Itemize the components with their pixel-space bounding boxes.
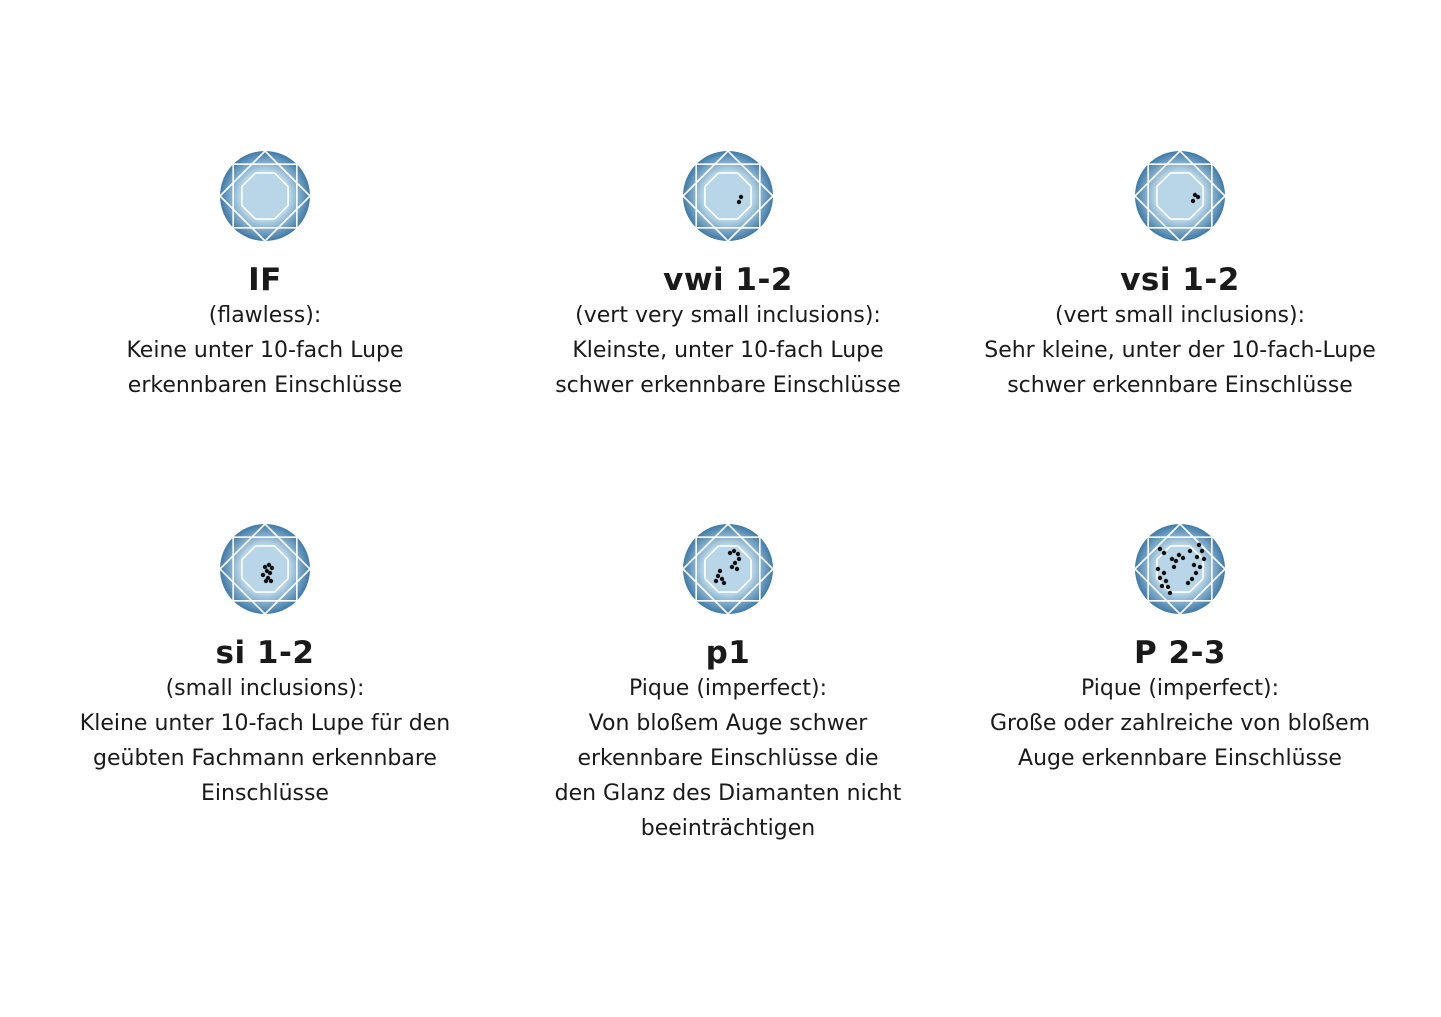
grade-subtitle: (vert very small inclusions):	[575, 303, 881, 328]
grade-description-line: den Glanz des Diamanten nicht	[554, 781, 902, 806]
inclusion-dot	[718, 569, 722, 573]
grade-description-line: Keine unter 10-fach Lupe	[126, 338, 404, 363]
grade-description-line: Große oder zahlreiche von bloßem	[989, 711, 1371, 736]
diamond-icon	[219, 150, 311, 242]
inclusion-dot	[732, 549, 736, 553]
clarity-grade-card	[35, 150, 495, 403]
inclusion-dot	[1156, 567, 1160, 571]
diamond-icon	[1134, 523, 1226, 615]
inclusion-dot	[1177, 553, 1181, 557]
diamond-icon	[682, 523, 774, 615]
diamond-icon	[1134, 150, 1226, 242]
inclusion-dot	[1192, 563, 1196, 567]
grade-subtitle: (flawless):	[208, 303, 322, 328]
inclusion-dot	[716, 574, 720, 578]
grade-subtitle: Pique (imperfect):	[629, 676, 827, 701]
inclusion-dot	[1194, 571, 1198, 575]
grade-description-line: erkennbare Einschlüsse die	[577, 746, 879, 771]
grade-description-line: Einschlüsse	[201, 781, 329, 806]
grade-description-line: beeinträchtigen	[640, 816, 816, 841]
inclusion-dot	[264, 579, 268, 583]
inclusion-dot	[737, 200, 741, 204]
inclusion-dot	[722, 581, 726, 585]
grade-description-line: schwer erkennbare Einschlüsse	[1007, 373, 1353, 398]
clarity-grade-card	[950, 150, 1410, 403]
inclusion-dot	[270, 566, 274, 570]
grade-subtitle: Pique (imperfect):	[1081, 676, 1279, 701]
inclusion-dot	[1172, 565, 1176, 569]
inclusion-dot	[714, 579, 718, 583]
grade-description-line: geübten Fachmann erkennbare	[93, 746, 437, 771]
inclusion-dot	[269, 579, 273, 583]
inclusion-dot	[1158, 547, 1162, 551]
inclusion-dot	[1162, 571, 1166, 575]
inclusion-dot	[1174, 559, 1178, 563]
inclusion-dot	[263, 565, 267, 569]
clarity-grade-card	[950, 523, 1410, 776]
inclusion-dot	[728, 551, 732, 555]
inclusion-dot	[1164, 579, 1168, 583]
diamond-icon	[219, 523, 311, 615]
grade-description-line: Von bloßem Auge schwer	[588, 711, 868, 736]
inclusion-dot	[1200, 549, 1204, 553]
grade-subtitle: (small inclusions):	[165, 676, 365, 701]
inclusion-dot	[733, 561, 737, 565]
inclusion-dot	[1195, 555, 1199, 559]
grade-description-line: Sehr kleine, unter der 10-fach-Lupe	[984, 338, 1376, 363]
grade-title: P 2-3	[1133, 635, 1227, 671]
inclusion-dot	[739, 195, 743, 199]
grade-description-line: schwer erkennbare Einschlüsse	[555, 373, 901, 398]
clarity-grade-card	[498, 523, 958, 846]
inclusion-dot	[261, 573, 265, 577]
inclusion-dot	[720, 577, 724, 581]
inclusion-dot	[1202, 557, 1206, 561]
inclusion-dot	[1190, 577, 1194, 581]
inclusion-dot	[736, 552, 740, 556]
inclusion-dot	[1186, 581, 1190, 585]
grade-description-line: Kleine unter 10-fach Lupe für den	[79, 711, 451, 736]
grade-title: p1	[705, 635, 751, 671]
inclusion-dot	[1188, 549, 1192, 553]
inclusion-dot	[737, 557, 741, 561]
inclusion-dot	[730, 565, 734, 569]
clarity-grade-card	[498, 150, 958, 403]
inclusion-dot	[1170, 557, 1174, 561]
inclusion-dot	[1197, 543, 1201, 547]
diamond-icon	[682, 150, 774, 242]
inclusion-dot	[1162, 551, 1166, 555]
inclusion-dot	[268, 571, 272, 575]
inclusion-dot	[1181, 556, 1185, 560]
grade-title: vsi 1-2	[1120, 262, 1240, 298]
grade-title: si 1-2	[215, 635, 315, 671]
inclusion-dot	[1198, 565, 1202, 569]
inclusion-dot	[1191, 199, 1195, 203]
inclusion-dot	[1166, 585, 1170, 589]
inclusion-dot	[1158, 576, 1162, 580]
grade-description-line: Kleinste, unter 10-fach Lupe	[572, 338, 884, 363]
inclusion-dot	[1168, 591, 1172, 595]
grade-title: vwi 1-2	[663, 262, 793, 298]
inclusion-dot	[735, 567, 739, 571]
clarity-grade-card	[35, 523, 495, 811]
inclusion-dot	[1160, 584, 1164, 588]
grade-subtitle: (vert small inclusions):	[1054, 303, 1306, 328]
grade-description-line: erkennbaren Einschlüsse	[127, 373, 403, 398]
grade-title: IF	[248, 262, 282, 298]
inclusion-dot	[1196, 195, 1200, 199]
grade-description-line: Auge erkennbare Einschlüsse	[1018, 746, 1342, 771]
